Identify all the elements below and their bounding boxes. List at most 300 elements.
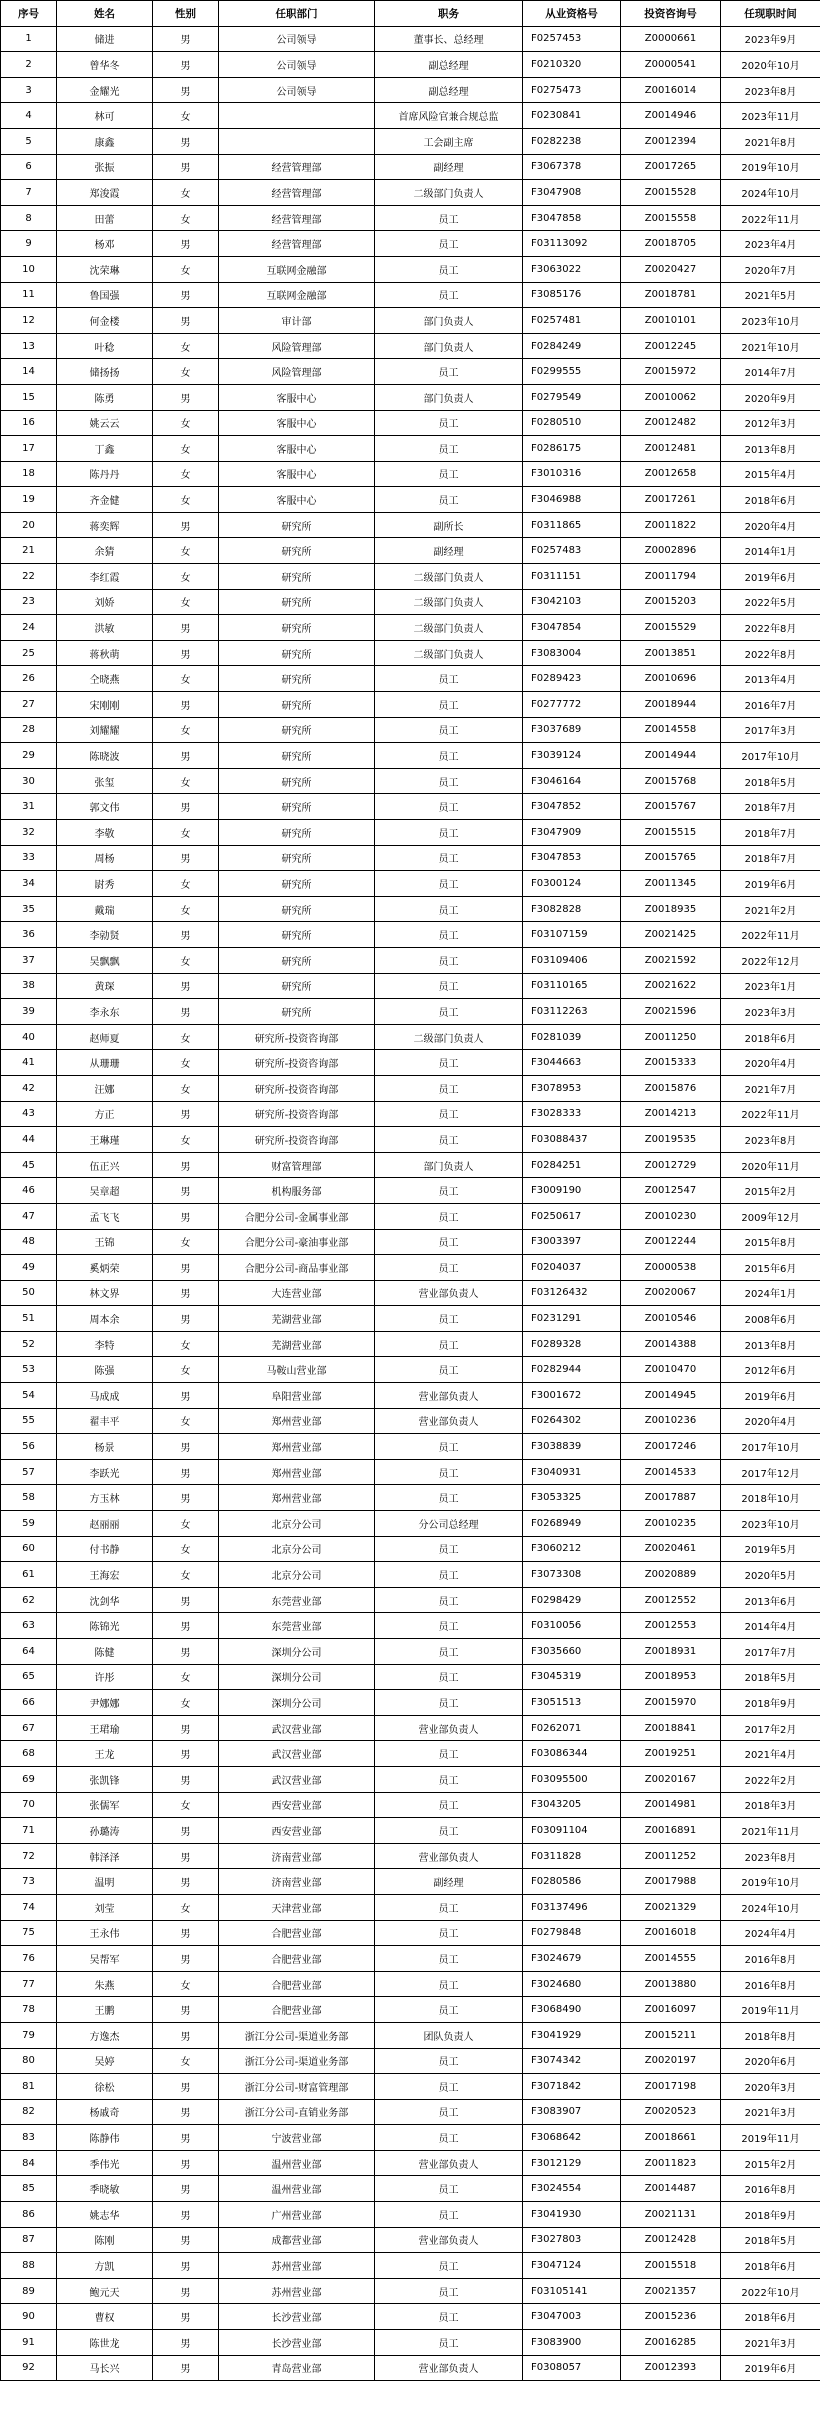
- cell-index: 66: [1, 1690, 57, 1716]
- cell-qualification-no: F3024554: [523, 2176, 621, 2202]
- cell-name: 王海宏: [57, 1562, 153, 1588]
- table-row: [1, 1997, 820, 2023]
- table-row: [1, 1408, 820, 1434]
- table-row: [1, 589, 820, 615]
- cell-consulting-no: Z0016285: [621, 2330, 721, 2356]
- cell-position: 员工: [375, 231, 523, 257]
- cell-index: 67: [1, 1715, 57, 1741]
- cell-name: 徐松: [57, 2074, 153, 2100]
- cell-position: 员工: [375, 1664, 523, 1690]
- cell-name: 刘莹: [57, 1894, 153, 1920]
- cell-qualification-no: F3010316: [523, 461, 621, 487]
- cell-index: 61: [1, 1562, 57, 1588]
- cell-index: 15: [1, 384, 57, 410]
- cell-qualification-no: F3073308: [523, 1562, 621, 1588]
- cell-consulting-no: Z0020461: [621, 1536, 721, 1562]
- cell-gender: 男: [153, 1715, 219, 1741]
- cell-start-date: 2013年8月: [721, 436, 820, 462]
- cell-gender: 女: [153, 589, 219, 615]
- cell-start-date: 2020年3月: [721, 2074, 820, 2100]
- cell-name: 陈锦光: [57, 1613, 153, 1639]
- cell-gender: 女: [153, 1229, 219, 1255]
- cell-gender: 女: [153, 1050, 219, 1076]
- cell-consulting-no: Z0012547: [621, 1178, 721, 1204]
- cell-name: 王永伟: [57, 1920, 153, 1946]
- table-row: [1, 1331, 820, 1357]
- cell-gender: 男: [153, 1152, 219, 1178]
- table-row: [1, 410, 820, 436]
- cell-index: 30: [1, 768, 57, 794]
- table-row: [1, 1459, 820, 1485]
- cell-index: 60: [1, 1536, 57, 1562]
- cell-gender: 男: [153, 845, 219, 871]
- cell-consulting-no: Z0021357: [621, 2278, 721, 2304]
- cell-name: 李特: [57, 1331, 153, 1357]
- cell-start-date: 2013年4月: [721, 666, 820, 692]
- cell-position: 员工: [375, 845, 523, 871]
- cell-index: 54: [1, 1383, 57, 1409]
- cell-department: 北京分公司: [219, 1511, 375, 1537]
- header-qualification-no: 从业资格号: [523, 1, 621, 27]
- cell-qualification-no: F3083907: [523, 2099, 621, 2125]
- cell-department: 合肥营业部: [219, 1920, 375, 1946]
- cell-gender: 男: [153, 2022, 219, 2048]
- cell-qualification-no: F3047909: [523, 820, 621, 846]
- cell-start-date: 2015年2月: [721, 1178, 820, 1204]
- cell-qualification-no: F3039124: [523, 743, 621, 769]
- cell-index: 31: [1, 794, 57, 820]
- cell-gender: 男: [153, 77, 219, 103]
- cell-index: 7: [1, 180, 57, 206]
- cell-qualification-no: F03137496: [523, 1894, 621, 1920]
- cell-position: 二级部门负责人: [375, 589, 523, 615]
- cell-consulting-no: Z0014555: [621, 1946, 721, 1972]
- cell-name: 黄琛: [57, 973, 153, 999]
- cell-qualification-no: F0286175: [523, 436, 621, 462]
- cell-start-date: 2018年9月: [721, 2202, 820, 2228]
- cell-position: 营业部负责人: [375, 1408, 523, 1434]
- cell-position: 员工: [375, 1331, 523, 1357]
- cell-gender: 男: [153, 1485, 219, 1511]
- cell-position: 员工: [375, 1459, 523, 1485]
- table-row: [1, 436, 820, 462]
- cell-consulting-no: Z0020523: [621, 2099, 721, 2125]
- cell-index: 78: [1, 1997, 57, 2023]
- cell-department: 芜湖营业部: [219, 1306, 375, 1332]
- cell-name: 赵师夏: [57, 1024, 153, 1050]
- table-row: [1, 1664, 820, 1690]
- cell-gender: 男: [153, 1613, 219, 1639]
- cell-qualification-no: F0300124: [523, 871, 621, 897]
- cell-qualification-no: F0257453: [523, 26, 621, 52]
- cell-start-date: 2021年7月: [721, 1075, 820, 1101]
- cell-start-date: 2018年6月: [721, 2304, 820, 2330]
- cell-consulting-no: Z0000541: [621, 52, 721, 78]
- cell-gender: 女: [153, 256, 219, 282]
- cell-index: 40: [1, 1024, 57, 1050]
- cell-name: 郑浚霞: [57, 180, 153, 206]
- table-row: [1, 896, 820, 922]
- cell-qualification-no: F3028333: [523, 1101, 621, 1127]
- cell-gender: 男: [153, 743, 219, 769]
- table-row: [1, 2304, 820, 2330]
- cell-department: 深圳分公司: [219, 1664, 375, 1690]
- cell-consulting-no: Z0020067: [621, 1280, 721, 1306]
- cell-start-date: 2020年11月: [721, 1152, 820, 1178]
- header-start-date: 任现职时间: [721, 1, 820, 27]
- cell-index: 22: [1, 564, 57, 590]
- cell-name: 姚志华: [57, 2202, 153, 2228]
- cell-department: 浙江分公司-渠道业务部: [219, 2048, 375, 2074]
- cell-position: 员工: [375, 717, 523, 743]
- table-row: [1, 999, 820, 1025]
- cell-start-date: 2017年7月: [721, 1639, 820, 1665]
- cell-start-date: 2018年5月: [721, 2227, 820, 2253]
- table-row: [1, 743, 820, 769]
- cell-index: 52: [1, 1331, 57, 1357]
- cell-name: 储进: [57, 26, 153, 52]
- cell-qualification-no: F0308057: [523, 2355, 621, 2381]
- cell-index: 83: [1, 2125, 57, 2151]
- cell-department: 温州营业部: [219, 2176, 375, 2202]
- cell-department: 研究所: [219, 947, 375, 973]
- cell-consulting-no: Z0018781: [621, 282, 721, 308]
- cell-position: 员工: [375, 2253, 523, 2279]
- cell-consulting-no: Z0014213: [621, 1101, 721, 1127]
- cell-name: 方凯: [57, 2253, 153, 2279]
- cell-qualification-no: F3047852: [523, 794, 621, 820]
- cell-qualification-no: F3053325: [523, 1485, 621, 1511]
- cell-qualification-no: F0284249: [523, 333, 621, 359]
- cell-start-date: 2024年4月: [721, 1920, 820, 1946]
- cell-consulting-no: Z0010470: [621, 1357, 721, 1383]
- cell-index: 23: [1, 589, 57, 615]
- cell-name: 汪娜: [57, 1075, 153, 1101]
- cell-name: 孙璐涛: [57, 1818, 153, 1844]
- cell-consulting-no: Z0015768: [621, 768, 721, 794]
- cell-department: 研究所: [219, 640, 375, 666]
- cell-department: 北京分公司: [219, 1562, 375, 1588]
- cell-start-date: 2016年7月: [721, 692, 820, 718]
- cell-gender: 男: [153, 2150, 219, 2176]
- cell-position: 员工: [375, 794, 523, 820]
- cell-name: 杨景: [57, 1434, 153, 1460]
- cell-qualification-no: F0311151: [523, 564, 621, 590]
- cell-name: 陈健: [57, 1639, 153, 1665]
- cell-position: 二级部门负责人: [375, 1024, 523, 1050]
- cell-position: 员工: [375, 1203, 523, 1229]
- cell-consulting-no: Z0015765: [621, 845, 721, 871]
- cell-consulting-no: Z0017198: [621, 2074, 721, 2100]
- cell-qualification-no: F03113092: [523, 231, 621, 257]
- cell-gender: 女: [153, 487, 219, 513]
- cell-position: 二级部门负责人: [375, 564, 523, 590]
- cell-position: 员工: [375, 692, 523, 718]
- cell-gender: 女: [153, 1536, 219, 1562]
- cell-department: 经营管理部: [219, 154, 375, 180]
- cell-qualification-no: F0231291: [523, 1306, 621, 1332]
- cell-qualification-no: F3074342: [523, 2048, 621, 2074]
- cell-gender: 女: [153, 1792, 219, 1818]
- cell-qualification-no: F0282944: [523, 1357, 621, 1383]
- cell-name: 王琳瑾: [57, 1127, 153, 1153]
- cell-name: 陈强: [57, 1357, 153, 1383]
- cell-gender: 男: [153, 1178, 219, 1204]
- cell-name: 韩泽泽: [57, 1843, 153, 1869]
- cell-start-date: 2024年10月: [721, 180, 820, 206]
- cell-department: 合肥分公司-豪油事业部: [219, 1229, 375, 1255]
- cell-position: 首席风险官兼合规总监: [375, 103, 523, 129]
- cell-qualification-no: F3083900: [523, 2330, 621, 2356]
- cell-qualification-no: F3047858: [523, 205, 621, 231]
- cell-gender: 男: [153, 1383, 219, 1409]
- cell-department: 研究所: [219, 871, 375, 897]
- table-row: [1, 640, 820, 666]
- cell-consulting-no: Z0015518: [621, 2253, 721, 2279]
- cell-qualification-no: F3042103: [523, 589, 621, 615]
- cell-name: 齐金健: [57, 487, 153, 513]
- cell-position: 员工: [375, 1255, 523, 1281]
- cell-index: 75: [1, 1920, 57, 1946]
- cell-gender: 男: [153, 2202, 219, 2228]
- cell-qualification-no: F0250617: [523, 1203, 621, 1229]
- cell-gender: 男: [153, 2253, 219, 2279]
- cell-start-date: 2021年5月: [721, 282, 820, 308]
- cell-position: 副经理: [375, 154, 523, 180]
- cell-position: 员工: [375, 871, 523, 897]
- cell-qualification-no: F3046988: [523, 487, 621, 513]
- cell-qualification-no: F0310056: [523, 1613, 621, 1639]
- cell-qualification-no: F0268949: [523, 1511, 621, 1537]
- cell-position: 员工: [375, 2048, 523, 2074]
- table-row: [1, 871, 820, 897]
- table-row: [1, 1869, 820, 1895]
- cell-department: 研究所: [219, 768, 375, 794]
- cell-name: 朱燕: [57, 1971, 153, 1997]
- cell-position: 副经理: [375, 1869, 523, 1895]
- cell-department: 武汉营业部: [219, 1741, 375, 1767]
- cell-start-date: 2009年12月: [721, 1203, 820, 1229]
- cell-department: 经营管理部: [219, 205, 375, 231]
- cell-department: 研究所: [219, 615, 375, 641]
- cell-position: 员工: [375, 1818, 523, 1844]
- header-name: 姓名: [57, 1, 153, 27]
- cell-gender: 女: [153, 820, 219, 846]
- cell-start-date: 2023年11月: [721, 103, 820, 129]
- cell-consulting-no: Z0002896: [621, 538, 721, 564]
- table-row: [1, 717, 820, 743]
- cell-start-date: 2021年11月: [721, 1818, 820, 1844]
- cell-department: 广州营业部: [219, 2202, 375, 2228]
- cell-start-date: 2019年6月: [721, 871, 820, 897]
- cell-gender: 女: [153, 564, 219, 590]
- cell-department: 北京分公司: [219, 1536, 375, 1562]
- table-row: [1, 1715, 820, 1741]
- cell-position: 员工: [375, 1050, 523, 1076]
- cell-position: 营业部负责人: [375, 2227, 523, 2253]
- cell-index: 59: [1, 1511, 57, 1537]
- cell-qualification-no: F3001672: [523, 1383, 621, 1409]
- cell-start-date: 2022年11月: [721, 205, 820, 231]
- cell-gender: 女: [153, 103, 219, 129]
- cell-start-date: 2020年4月: [721, 1050, 820, 1076]
- table-row: [1, 1690, 820, 1716]
- cell-department: 温州营业部: [219, 2150, 375, 2176]
- cell-consulting-no: Z0017261: [621, 487, 721, 513]
- cell-index: 12: [1, 308, 57, 334]
- cell-index: 50: [1, 1280, 57, 1306]
- cell-start-date: 2015年2月: [721, 2150, 820, 2176]
- cell-gender: 女: [153, 410, 219, 436]
- table-header-row: [1, 1, 820, 27]
- table-row: [1, 1306, 820, 1332]
- cell-name: 杨邓: [57, 231, 153, 257]
- cell-gender: 男: [153, 384, 219, 410]
- cell-index: 73: [1, 1869, 57, 1895]
- cell-position: 员工: [375, 2202, 523, 2228]
- cell-start-date: 2023年3月: [721, 999, 820, 1025]
- cell-position: 员工: [375, 1690, 523, 1716]
- cell-consulting-no: Z0014388: [621, 1331, 721, 1357]
- cell-position: 员工: [375, 487, 523, 513]
- cell-qualification-no: F0279549: [523, 384, 621, 410]
- cell-qualification-no: F03086344: [523, 1741, 621, 1767]
- cell-department: 客服中心: [219, 487, 375, 513]
- cell-department: 机构服务部: [219, 1178, 375, 1204]
- cell-index: 58: [1, 1485, 57, 1511]
- table-row: [1, 538, 820, 564]
- cell-gender: 男: [153, 1101, 219, 1127]
- cell-qualification-no: F0289328: [523, 1331, 621, 1357]
- cell-qualification-no: F03112263: [523, 999, 621, 1025]
- table-row: [1, 2227, 820, 2253]
- cell-name: 赵丽丽: [57, 1511, 153, 1537]
- cell-start-date: 2023年10月: [721, 1511, 820, 1537]
- cell-consulting-no: Z0012553: [621, 1613, 721, 1639]
- cell-name: 金耀光: [57, 77, 153, 103]
- cell-start-date: 2015年6月: [721, 1255, 820, 1281]
- cell-start-date: 2014年4月: [721, 1613, 820, 1639]
- cell-index: 82: [1, 2099, 57, 2125]
- cell-start-date: 2016年8月: [721, 1971, 820, 1997]
- cell-start-date: 2015年8月: [721, 1229, 820, 1255]
- cell-consulting-no: Z0018953: [621, 1664, 721, 1690]
- table-row: [1, 461, 820, 487]
- table-row: [1, 1280, 820, 1306]
- cell-department: 马鞍山营业部: [219, 1357, 375, 1383]
- cell-qualification-no: F3060212: [523, 1536, 621, 1562]
- table-row: [1, 1536, 820, 1562]
- cell-name: 丁鑫: [57, 436, 153, 462]
- cell-start-date: 2016年8月: [721, 2176, 820, 2202]
- cell-qualification-no: F0282238: [523, 128, 621, 154]
- cell-start-date: 2020年6月: [721, 2048, 820, 2074]
- cell-index: 79: [1, 2022, 57, 2048]
- cell-consulting-no: Z0012658: [621, 461, 721, 487]
- cell-index: 46: [1, 1178, 57, 1204]
- cell-qualification-no: F3044663: [523, 1050, 621, 1076]
- cell-consulting-no: Z0014558: [621, 717, 721, 743]
- cell-gender: 男: [153, 1741, 219, 1767]
- header-position: 职务: [375, 1, 523, 27]
- table-row: [1, 666, 820, 692]
- cell-qualification-no: F3047003: [523, 2304, 621, 2330]
- table-row: [1, 180, 820, 206]
- cell-index: 87: [1, 2227, 57, 2253]
- cell-consulting-no: Z0016014: [621, 77, 721, 103]
- cell-consulting-no: Z0015203: [621, 589, 721, 615]
- cell-name: 杨戚奇: [57, 2099, 153, 2125]
- cell-consulting-no: Z0012552: [621, 1587, 721, 1613]
- cell-start-date: 2022年11月: [721, 1101, 820, 1127]
- cell-gender: 男: [153, 1255, 219, 1281]
- cell-start-date: 2023年9月: [721, 26, 820, 52]
- cell-start-date: 2022年5月: [721, 589, 820, 615]
- cell-qualification-no: F0289423: [523, 666, 621, 692]
- cell-start-date: 2018年5月: [721, 1664, 820, 1690]
- cell-consulting-no: Z0011794: [621, 564, 721, 590]
- cell-name: 沈荣琳: [57, 256, 153, 282]
- cell-qualification-no: F0298429: [523, 1587, 621, 1613]
- table-row: [1, 1971, 820, 1997]
- cell-qualification-no: F0280510: [523, 410, 621, 436]
- cell-name: 陈勇: [57, 384, 153, 410]
- cell-position: 员工: [375, 1766, 523, 1792]
- cell-consulting-no: Z0021596: [621, 999, 721, 1025]
- cell-index: 81: [1, 2074, 57, 2100]
- cell-position: 员工: [375, 1178, 523, 1204]
- cell-position: 营业部负责人: [375, 1280, 523, 1306]
- table-row: [1, 2278, 820, 2304]
- cell-index: 86: [1, 2202, 57, 2228]
- cell-qualification-no: F3047853: [523, 845, 621, 871]
- cell-start-date: 2019年11月: [721, 2125, 820, 2151]
- cell-department: 郑州营业部: [219, 1408, 375, 1434]
- cell-start-date: 2018年7月: [721, 845, 820, 871]
- cell-start-date: 2016年8月: [721, 1946, 820, 1972]
- cell-gender: 男: [153, 794, 219, 820]
- table-row: [1, 2125, 820, 2151]
- cell-consulting-no: Z0013851: [621, 640, 721, 666]
- cell-index: 4: [1, 103, 57, 129]
- cell-consulting-no: Z0012729: [621, 1152, 721, 1178]
- table-row: [1, 1178, 820, 1204]
- cell-position: 员工: [375, 256, 523, 282]
- cell-start-date: 2019年5月: [721, 1536, 820, 1562]
- cell-name: 尉秀: [57, 871, 153, 897]
- cell-gender: 女: [153, 717, 219, 743]
- cell-department: 合肥分公司-商品事业部: [219, 1255, 375, 1281]
- cell-department: 研究所: [219, 589, 375, 615]
- cell-gender: 女: [153, 666, 219, 692]
- cell-consulting-no: Z0021329: [621, 1894, 721, 1920]
- cell-consulting-no: Z0010236: [621, 1408, 721, 1434]
- cell-gender: 男: [153, 1920, 219, 1946]
- cell-gender: 男: [153, 615, 219, 641]
- cell-consulting-no: Z0015972: [621, 359, 721, 385]
- cell-name: 伍正兴: [57, 1152, 153, 1178]
- cell-gender: 女: [153, 1511, 219, 1537]
- cell-start-date: 2020年5月: [721, 1562, 820, 1588]
- cell-department: 客服中心: [219, 461, 375, 487]
- cell-start-date: 2018年6月: [721, 487, 820, 513]
- cell-gender: 男: [153, 2227, 219, 2253]
- cell-name: 季晓敏: [57, 2176, 153, 2202]
- cell-consulting-no: Z0012245: [621, 333, 721, 359]
- cell-qualification-no: F3068642: [523, 2125, 621, 2151]
- cell-name: 王龙: [57, 1741, 153, 1767]
- cell-index: 24: [1, 615, 57, 641]
